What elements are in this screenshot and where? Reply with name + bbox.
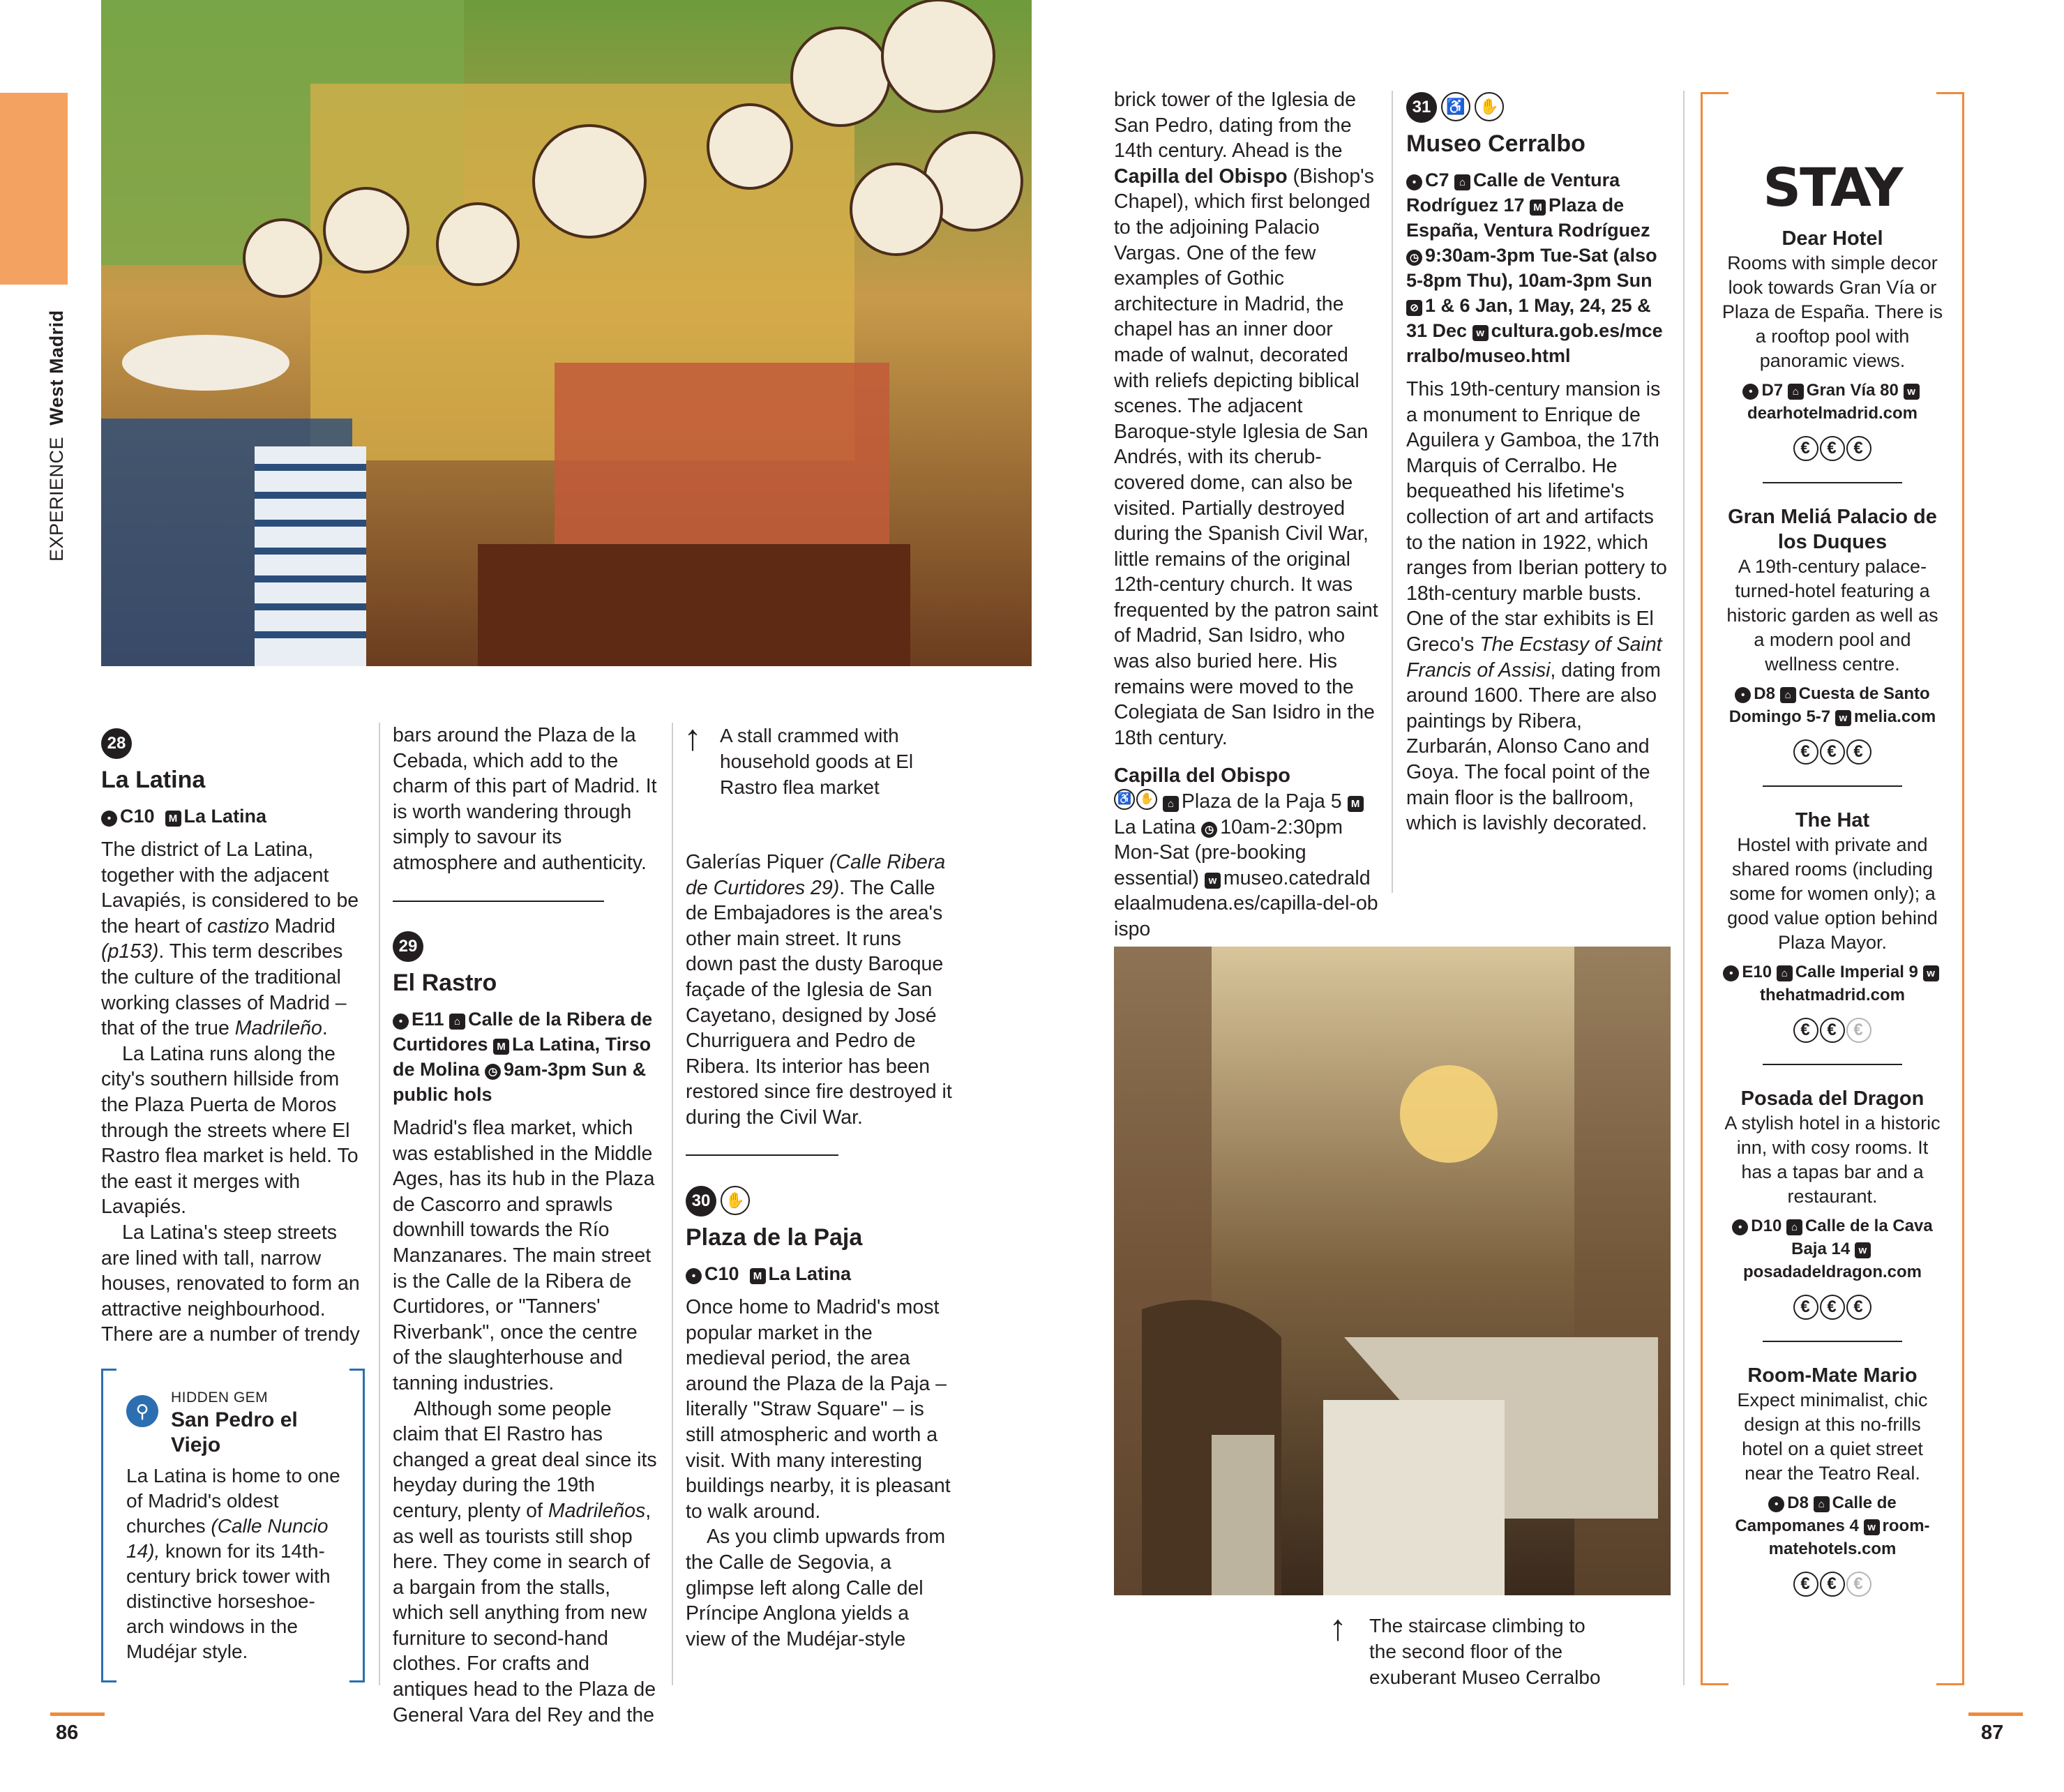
house-icon: ⌂ xyxy=(1454,174,1470,190)
entry-info: • E11 ⌂ Calle de la Ribera de Curtidores M La Latina, Tirso de Molina ◷ 9am-3pm Sun & public hols xyxy=(393,1009,653,1105)
hotel-info: • D7 ⌂ Gran Vía 80 wdearhotelmadrid.com xyxy=(1722,379,1943,425)
entry-number: 29 xyxy=(393,931,423,962)
entry-info: • C7 ⌂ Calle de Ventura Rodríguez 17 M Plaza de España, Ventura Rodríguez ◷ 9:30am-3pm Tue-Sat (also 5-8pm Thu), 10am-3pm Sun ⊘ 1 & 6 Jan, 1 May, 24, 25 & 31 Dec w cultura.gob.es/mcerralbo/museo.html xyxy=(1406,170,1663,366)
box-bracket-left xyxy=(101,1369,116,1682)
house-icon: ⌂ xyxy=(1780,687,1796,703)
stay-bracket-right xyxy=(1936,92,1964,1685)
hidden-gem-title: San Pedro el Viejo xyxy=(171,1408,298,1456)
hotel-description: Rooms with simple decor look towards Gran Vía or Plaza de España. There is a rooftop pool with panoramic views. xyxy=(1722,253,1943,371)
web-link[interactable]: thehatmadrid.com xyxy=(1759,986,1906,1004)
page-number-right: 87 xyxy=(1981,1722,2004,1744)
running-head-area: West Madrid xyxy=(46,310,67,426)
euro-icon: € xyxy=(1820,739,1845,765)
map-pin-icon: • xyxy=(393,1014,409,1030)
entry-el-rastro xyxy=(393,931,659,1728)
entry-title: El Rastro xyxy=(393,970,497,996)
grid-ref: C10 xyxy=(120,806,155,827)
metro-icon: M xyxy=(750,1268,766,1284)
hotel-info: • D10 ⌂ Calle de la Cava Baja 14 wposadadeldragon.com xyxy=(1722,1214,1943,1283)
euro-icon: € xyxy=(1820,1295,1845,1320)
paragraph: La Latina runs along the city's southern hillside from the Plaza Puerta de Moros through the streets where El Rastro flea market is held. To the east it merges with Lavapiés. xyxy=(101,1042,359,1219)
hotel-name: Room-Mate Mario xyxy=(1747,1364,1918,1387)
entry-la-latina xyxy=(101,728,368,1348)
web-link[interactable]: posadadeldragon.com xyxy=(1742,1263,1922,1281)
euro-icon: € xyxy=(1793,1018,1818,1043)
running-head-section: EXPERIENCE xyxy=(46,436,67,562)
divider xyxy=(393,901,604,902)
box-bracket-right xyxy=(349,1369,365,1682)
entry-number: 28 xyxy=(101,728,132,759)
column-divider xyxy=(672,723,673,1685)
stay-bracket-left xyxy=(1701,92,1728,1685)
arrow-up-icon: ↑ xyxy=(1329,1608,1347,1648)
euro-icon: € xyxy=(1846,1572,1871,1597)
hand-icon: ✋ xyxy=(721,1186,750,1215)
entry-number: 30 xyxy=(686,1186,716,1217)
accessibility-icon: ♿ xyxy=(1114,789,1135,810)
web-icon: w xyxy=(1855,1242,1871,1258)
footer-rule-left xyxy=(50,1712,105,1716)
web-icon: w xyxy=(1472,325,1489,341)
hotel-entry xyxy=(1722,1086,1943,1320)
clock-icon: ◷ xyxy=(1201,822,1217,838)
metro-icon: M xyxy=(493,1039,509,1055)
web-icon: w xyxy=(1205,873,1221,889)
hotel-description: Expect minimalist, chic design at this no-frills hotel on a quiet street near the Teatro Real. xyxy=(1737,1390,1928,1484)
hotel-divider xyxy=(1763,785,1902,787)
arrow-up-icon: ↑ xyxy=(684,718,702,758)
price-rating xyxy=(1722,739,1943,765)
search-magnifier-icon: ⚲ xyxy=(126,1395,158,1427)
map-pin-icon: • xyxy=(1723,965,1739,981)
hand-icon: ✋ xyxy=(1136,789,1157,810)
hotel-name: Gran Meliá Palacio de los Duques xyxy=(1728,506,1937,553)
price-rating xyxy=(1722,1295,1943,1320)
clock-icon: ◷ xyxy=(485,1064,501,1080)
metro-icon: M xyxy=(1348,796,1364,812)
divider xyxy=(686,1154,838,1156)
euro-icon: € xyxy=(1820,436,1845,461)
metro-icon: M xyxy=(165,811,181,827)
column-divider xyxy=(379,723,380,1685)
paragraph: The district of La Latina, together with the adjacent Lavapiés, is considered to be the heart of castizo Madrid (p153). This term describes the culture of the traditional working classes of Madrid – that of the true Madrileño. xyxy=(101,838,359,1040)
euro-icon: € xyxy=(1793,436,1818,461)
subentry-title: Capilla del Obispo xyxy=(1114,765,1290,788)
hidden-gem-text: La Latina is home to one of Madrid's oldest churches (Calle Nuncio 14), known for its 14th-century brick tower with distinctive horseshoe-arch windows in the Mudéjar style. xyxy=(126,1465,340,1662)
entry-title: Museo Cerralbo xyxy=(1406,130,1585,157)
entry-info xyxy=(101,804,368,829)
euro-icon: € xyxy=(1846,1018,1871,1043)
house-icon: ⌂ xyxy=(1788,384,1804,400)
euro-icon: € xyxy=(1820,1018,1845,1043)
paragraph: Although some people claim that El Rastro has changed a great deal since its heyday during the 19th century, plenty of Madrileños, as well as tourists still shop here. They come in search of a bargain from the stalls, which sell anything from new furniture to second-hand clothes. For crafts and antiques head to the Plaza de General Vara del Rey and the xyxy=(393,1397,657,1726)
entry-number: 31 xyxy=(1406,92,1437,123)
entry-title: La Latina xyxy=(101,767,206,793)
market-photo-caption: ↑ A stall crammed with household goods at El Rastro flea market xyxy=(684,718,914,798)
web-link[interactable]: room-matehotels.com xyxy=(1768,1516,1930,1558)
web-link[interactable]: dearhotelmadrid.com xyxy=(1747,404,1918,423)
house-icon: ⌂ xyxy=(1814,1496,1830,1512)
column-divider xyxy=(1392,91,1393,893)
map-pin-icon: • xyxy=(1732,1219,1748,1235)
hidden-gem-box xyxy=(101,1369,365,1682)
accessibility-icon: ♿ xyxy=(1441,92,1470,121)
hotel-entry xyxy=(1722,504,1943,765)
web-link[interactable]: cultura.gob.es/mcerralbo/museo.html xyxy=(1406,320,1663,366)
page-number-left: 86 xyxy=(56,1722,79,1744)
map-pin-icon: • xyxy=(686,1268,702,1284)
hotel-name: The Hat xyxy=(1795,809,1870,831)
paragraph: As you climb upwards from the Calle de Segovia, a glimpse left along Calle del Príncipe Anglona yields a view of the Mudéjar-style xyxy=(686,1526,946,1650)
staircase-photo-caption: ↑ The staircase climbing to the second floor of the exuberant Museo Cerralbo xyxy=(1329,1608,1601,1688)
entry-plaza-de-la-paja-continued: brick tower of the Iglesia de San Pedro, dating from the 14th century. Ahead is the Capilla del Obispo (Bishop's Chapel), which first belonged to the adjoining Palacio Vargas. One of the few examples of Gothic architecture in Madrid, the chapel has an inner door made of walnut, decorated with reliefs depicting biblical scenes. The adjacent Baroque-style Iglesia de San Andrés, with its cherub-covered dome, can also be visited. Partially destroyed during the Spanish Civil War, little remains of the original 12th-century church. It was frequented by the patron saint of Madrid, San Isidro, who was also buried here. His remains were moved to the Colegiata de San Isidro in the 18th century. Capilla del Obispo ♿ ✋ ⌂ Plaza de la Paja 5 MLa Latina ◷ 10am-2:30pm Mon-Sat (pre-booking essential) w museo.catedraldelaalmudena.es/capilla-del-obispo xyxy=(1114,87,1379,942)
hotel-info: • E10 ⌂ Calle Imperial 9 wthehatmadrid.com xyxy=(1722,961,1943,1007)
stay-sidebar xyxy=(1701,92,1964,1685)
euro-icon: € xyxy=(1793,739,1818,765)
hotel-divider xyxy=(1763,1064,1902,1065)
hotel-name: Posada del Dragon xyxy=(1740,1087,1924,1110)
map-pin-icon: • xyxy=(1406,174,1422,190)
map-pin-icon: • xyxy=(101,811,117,827)
map-pin-icon: • xyxy=(1768,1496,1784,1512)
web-icon: w xyxy=(1864,1519,1880,1535)
entry-el-rastro-continued: Galerías Piquer (Calle Ribera de Curtidores 29). The Calle de Embajadores is the area's other main street. It runs down past the dusty Baroque façade of the Iglesia de San Cayetano, designed by José Churriguera and Pedro de Ribera. Its interior has been restored since fire destroyed it during the Civil War. xyxy=(686,851,952,1129)
section-tab xyxy=(0,93,68,285)
hotel-divider xyxy=(1763,1341,1902,1342)
market-photo xyxy=(101,0,1032,666)
column-divider xyxy=(1683,91,1685,1685)
hotel-description: Hostel with private and shared rooms (including some for women only); a good value option behind Plaza Mayor. xyxy=(1727,834,1938,953)
house-icon: ⌂ xyxy=(1777,965,1793,981)
price-rating xyxy=(1722,436,1943,461)
paragraph: Once home to Madrid's most popular market in the medieval period, the area around the Plaza de la Paja – literally "Straw Square" – is still atmospheric and worth a visit. With many interesting buildings nearby, it is pleasant to walk around. xyxy=(686,1296,951,1523)
price-rating xyxy=(1722,1572,1943,1597)
entry-la-latina-continued: bars around the Plaza de la Cebada, which add to the charm of this part of Madrid. It is worth wandering through simply to savour its atmosphere and authenticity. xyxy=(393,724,657,874)
map-pin-icon: • xyxy=(1742,384,1758,400)
paragraph: La Latina's steep streets are lined with tall, narrow houses, renovated to form an attractive neighbourhood. There are a number of trendy xyxy=(101,1221,360,1346)
house-icon: ⌂ xyxy=(1163,796,1179,812)
capilla-del-obispo-block xyxy=(1114,763,1379,942)
hotel-divider xyxy=(1763,482,1902,483)
web-icon: w xyxy=(1904,384,1920,400)
web-icon: w xyxy=(1835,710,1851,726)
hotel-name: Dear Hotel xyxy=(1781,227,1883,250)
price-rating xyxy=(1722,1018,1943,1043)
calendar-closed-icon: ⊘ xyxy=(1406,300,1422,316)
entry-plaza-de-la-paja xyxy=(686,1186,952,1652)
web-link[interactable]: melia.com xyxy=(1853,707,1936,726)
entry-museo-cerralbo xyxy=(1406,92,1668,836)
paragraph: This 19th-century mansion is a monument to Enrique de Aguilera y Gamboa, the 17th Marquis of Cerralbo. He bequeathed his lifetime's collection of art and artifacts to the nation in 1922, which ranges from Iberian pottery to 18th-century marble busts. One of the star exhibits is El Greco's The Ecstasy of Saint Francis of Assisi, dating from around 1600. There are also paintings by Ribera, Zurbarán, Alonso Cano and Goya. The focal point of the main floor is the ballroom, which is lavishly decorated. xyxy=(1406,378,1667,835)
euro-icon: € xyxy=(1846,436,1871,461)
hidden-gem-kicker: HIDDEN GEM xyxy=(171,1390,269,1406)
hotel-description: A 19th-century palace-turned-hotel featuring a historic garden as well as a modern pool and wellness centre. xyxy=(1726,556,1938,675)
hotel-list xyxy=(1701,226,1964,1597)
euro-icon: € xyxy=(1820,1572,1845,1597)
entry-title: Plaza de la Paja xyxy=(686,1224,863,1251)
metro-station: La Latina xyxy=(183,806,267,827)
footer-rule-right xyxy=(1968,1712,2023,1716)
web-icon: w xyxy=(1923,965,1939,981)
staircase-photo xyxy=(1114,947,1671,1595)
euro-icon: € xyxy=(1846,739,1871,765)
house-icon: ⌂ xyxy=(1786,1219,1802,1235)
section-running-head xyxy=(46,310,68,562)
hotel-entry xyxy=(1722,226,1943,461)
entry-info: • C10 M La Latina xyxy=(686,1261,952,1286)
hotel-description: A stylish hotel in a historic inn, with cosy rooms. It has a tapas bar and a restaurant. xyxy=(1724,1113,1941,1207)
euro-icon: € xyxy=(1793,1572,1818,1597)
hotel-info: • D8 ⌂ Calle de Campomanes 4 w room-matehotels.com xyxy=(1735,1493,1930,1558)
euro-icon: € xyxy=(1846,1295,1871,1320)
clock-icon: ◷ xyxy=(1406,250,1422,266)
map-pin-icon: • xyxy=(1735,687,1751,703)
euro-icon: € xyxy=(1793,1295,1818,1320)
hotel-entry xyxy=(1722,1363,1943,1597)
subentry-info: ♿ ✋ ⌂ Plaza de la Paja 5 MLa Latina ◷ 10am-2:30pm Mon-Sat (pre-booking essential) w museo.catedraldelaalmudena.es/capilla-del-obispo xyxy=(1114,790,1378,940)
hand-icon: ✋ xyxy=(1475,92,1504,121)
house-icon: ⌂ xyxy=(449,1014,465,1030)
paragraph: Madrid's flea market, which was established in the Middle Ages, has its hub in the Plaza de Cascorro and sprawls downhill towards the Río Manzanares. The main street is the Calle de la Ribera de Curtidores, or "Tanners' Riverbank", once the centre of the slaughterhouse and tanning industries. xyxy=(393,1117,655,1394)
hotel-info: • D8 ⌂ Cuesta de Santo Domingo 5-7 w melia.com xyxy=(1728,684,1936,726)
stay-heading: STAY xyxy=(1763,156,1902,218)
hotel-entry xyxy=(1722,808,1943,1043)
metro-icon: M xyxy=(1530,199,1546,216)
web-link[interactable]: museo.catedraldelaalmudena.es/capilla-del-obispo xyxy=(1114,866,1378,940)
